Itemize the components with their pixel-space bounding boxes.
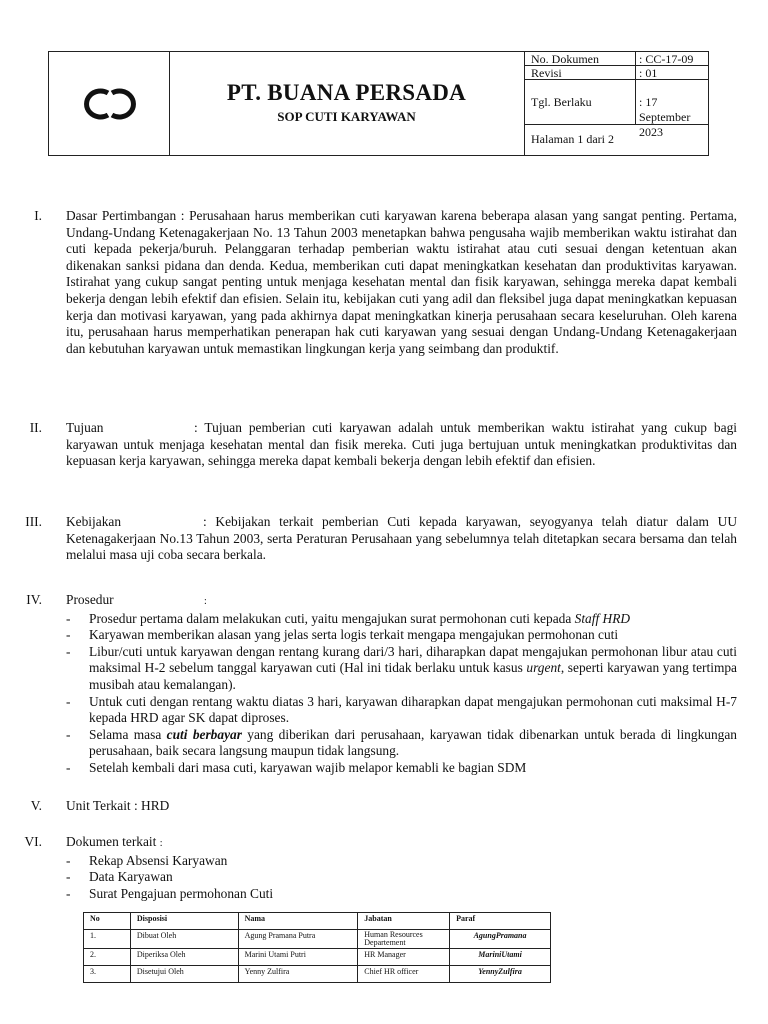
column-header: Jabatan bbox=[358, 913, 450, 930]
column-header: Disposisi bbox=[130, 913, 238, 930]
list-item: - Setelah kembali dari masa cuti, karyawan wajib melapor kemabli ke bagian SDM bbox=[66, 759, 527, 775]
meta-value: : CC-17-09 bbox=[639, 52, 694, 66]
list-item: - Libur/cuti untuk karyawan dengan rentang kurang dari/3 hari, diharapkan dapat mengajukan permohonan libur atau cuti maksimal H-2 sebelum tanggal karyawan cuti (Hal ini tidak berlaku untuk kasus urgent, seperti karyawan yang tertimpa musibah atau kemalangan). bbox=[66, 643, 737, 692]
meta-row-page bbox=[525, 125, 709, 155]
procedure-list bbox=[66, 611, 737, 777]
column-header: Paraf bbox=[450, 913, 551, 930]
column-header: Nama bbox=[238, 913, 358, 930]
section-label: Prosedur bbox=[66, 592, 114, 607]
meta-value: : 17 September 2023 bbox=[639, 95, 691, 139]
cell-disposisi: Disetujui Oleh bbox=[130, 966, 238, 983]
signature: MariniUtami bbox=[450, 949, 551, 966]
list-item: - Untuk cuti dengan rentang waktu diatas 3 hari, karyawan diharapkan dapat mengajukan permohonan cuti maksimal H-7 kepada HRD agar SK dapat diproses. bbox=[66, 693, 737, 726]
section-number: VI. bbox=[24, 834, 42, 849]
cell-nama: Agung Pramana Putra bbox=[238, 930, 358, 949]
section-text bbox=[66, 514, 737, 564]
list-item: - Selama masa cuti berbayar yang diberikan dari perusahaan, karyawan tidak dibenarkan untuk berada di lingkungan perusahaan, baik secara langsung maupun tidak langsung. bbox=[66, 726, 737, 759]
signature: AgungPramana bbox=[450, 930, 551, 949]
cell-nama: Yenny Zulfira bbox=[238, 966, 358, 983]
cell-jabatan: Human Resources Departement bbox=[358, 930, 450, 949]
logo-cell bbox=[49, 52, 170, 155]
signature: YennyZulfira bbox=[450, 966, 551, 983]
section-text: Dasar Pertimbangan : Perusahaan harus memberikan cuti karyawan karena beberapa alasan yang sangat penting. Pertama, Undang-Undang Ketenagakerjaan No. 13 Tahun 2003 menetapkan bahwa pengusaha wajib memberikan waktu istirahat dan cuti kepada pekerja/buruh. Pelanggaran terhadap pemberian waktu istirahat atau cuti sesuai dengan ketentuan akan dikenakan sanksi pidana dan denda. Kedua, memberikan cuti dapat meningkatkan kesehatan dan produktivitas karyawan. Istirahat yang cukup sangat penting untuk menjaga kesehatan mental dan fisik karyawan, sehingga mereka dapat kembali bekerja dengan lebih efektif dan efisien. Selain itu, kebijakan cuti yang adil dan fleksibel juga dapat meningkatkan kepuasan kerja dan motivasi karyawan, yang pada akhirnya dapat meningkatkan kinerja perusahaan secara keseluruhan. Oleh karena itu, perusahaan harus memperhatikan penerapan hak cuti karyawan yang sesuai dengan Undang-Undang Ketenagakerjaan dan kebutuhan karyawan untuk memastikan lingkungan kerja yang seimbang dan produktif. bbox=[66, 208, 737, 356]
table-header-row bbox=[84, 913, 551, 930]
cell-disposisi: Dibuat Oleh bbox=[130, 930, 238, 949]
section-number: III. bbox=[25, 514, 42, 529]
title-cell bbox=[169, 52, 525, 155]
page-indicator: Halaman 1 dari 2 bbox=[531, 132, 614, 146]
section-colon: : bbox=[204, 596, 207, 607]
document-subtitle: SOP CUTI KARYAWAN bbox=[277, 109, 416, 124]
meta-row-doc-number bbox=[525, 52, 709, 66]
section-body: : Kebijakan terkait pemberian Cuti kepada karyawan, seyogyanya telah diatur dalam UU Ketenagakerjaan No.13 Tahun 2003, serta Peraturan Perusahaan yang sebelumnya telah ditetapkan secara bersama dan telah melalui masa uji coba secara berkala. bbox=[66, 514, 737, 563]
table-row bbox=[84, 949, 551, 966]
cell-nama: Marini Utami Putri bbox=[238, 949, 358, 966]
meta-key: Tgl. Berlaku bbox=[531, 95, 592, 109]
section-number: II. bbox=[29, 420, 42, 435]
table-row bbox=[84, 930, 551, 949]
section-text bbox=[66, 420, 737, 470]
cell-no: 3. bbox=[84, 966, 131, 983]
section-label: Dokumen terkait bbox=[66, 834, 157, 849]
meta-value: : 01 bbox=[639, 66, 658, 80]
section-colon: : bbox=[159, 838, 163, 849]
section-number: IV. bbox=[26, 592, 42, 607]
related-documents-list bbox=[66, 853, 737, 903]
cell-jabatan: HR Manager bbox=[358, 949, 450, 966]
section-text bbox=[66, 592, 737, 777]
chanel-interlocking-c-logo bbox=[80, 87, 140, 121]
meta-row-revision bbox=[525, 66, 709, 80]
section-body: : Tujuan pemberian cuti karyawan adalah untuk memberikan waktu istirahat yang cukup bagi karyawan untuk menjaga kesehatan mental dan fisik mereka. Cuti juga bertujuan untuk meningkatkan produktivitas dan kepuasan kerja karyawan, sehingga mereka dapat kembali bekerja dengan lebih efektif dan efisien. bbox=[66, 420, 737, 469]
list-item: - Surat Pengajuan permohonan Cuti bbox=[66, 885, 274, 901]
section-label: Tujuan bbox=[66, 420, 104, 435]
meta-key: Revisi bbox=[531, 66, 562, 80]
section-label: Kebijakan bbox=[66, 514, 122, 529]
section-number: V. bbox=[30, 798, 42, 813]
company-name: PT. BUANA PERSADA bbox=[226, 80, 467, 105]
cell-no: 1. bbox=[84, 930, 131, 949]
approval-table bbox=[83, 912, 551, 983]
table-row bbox=[84, 966, 551, 983]
list-item: - Rekap Absensi Karyawan bbox=[66, 852, 228, 868]
cell-jabatan: Chief HR officer bbox=[358, 966, 450, 983]
list-item: - Prosedur pertama dalam melakukan cuti, yaitu mengajukan surat permohonan cuti kepada Staff HRD bbox=[66, 610, 631, 626]
list-item: - Data Karyawan bbox=[66, 869, 173, 885]
document-meta bbox=[525, 52, 709, 155]
section-text bbox=[66, 834, 737, 902]
cell-no: 2. bbox=[84, 949, 131, 966]
section-text: Unit Terkait : HRD bbox=[66, 798, 170, 813]
cell-disposisi: Diperiksa Oleh bbox=[130, 949, 238, 966]
meta-key: No. Dokumen bbox=[531, 52, 599, 66]
list-item: - Karyawan memberikan alasan yang jelas serta logis terkait mengapa mengajukan permohonan cuti bbox=[66, 627, 619, 643]
section-number: I. bbox=[34, 208, 42, 223]
column-header: No bbox=[84, 913, 131, 930]
document-header bbox=[48, 51, 709, 156]
